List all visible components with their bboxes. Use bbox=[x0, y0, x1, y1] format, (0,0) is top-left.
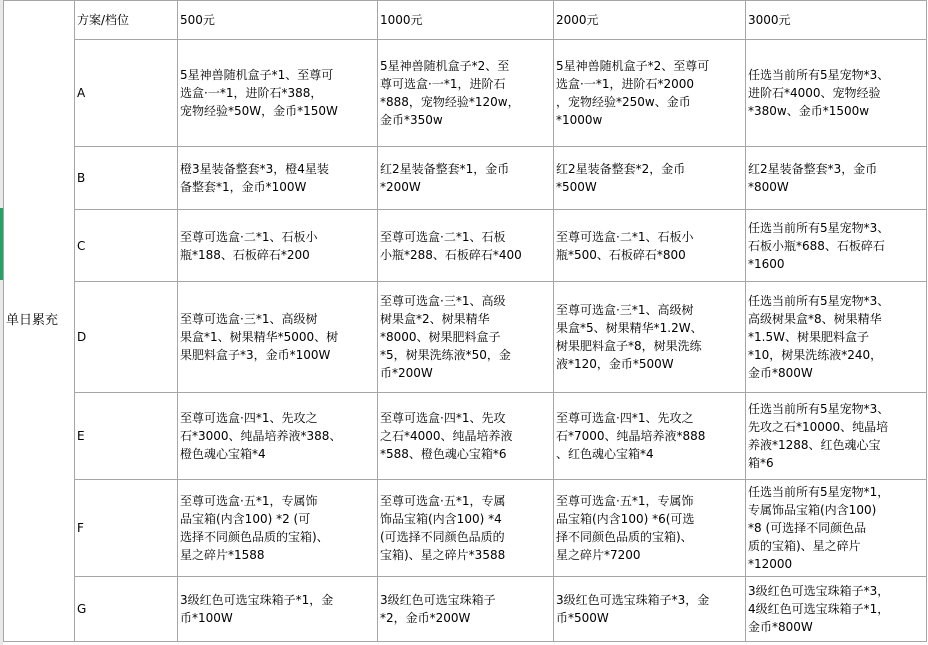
table-row bbox=[4, 393, 927, 480]
table-row bbox=[4, 282, 927, 393]
reward-cell[interactable]: 任选当前所有5星宠物*1， 专属饰品宝箱(内含100) *8 (可选择不同颜色品 质的宝箱)、星之碎片 *12000 bbox=[746, 480, 927, 577]
plan-cell[interactable]: C bbox=[75, 210, 178, 282]
reward-cell[interactable]: 红2星装备整套*3，金币 *800W bbox=[746, 147, 927, 210]
reward-cell[interactable]: 至尊可选盒·五*1，专属 饰品宝箱(内含100) *4 (可选择不同颜色品质的 宝箱)、星之碎片*3588 bbox=[378, 480, 554, 577]
reward-cell[interactable]: 至尊可选盒·四*1、先攻之 石*7000、纯晶培养液*888 、红色魂心宝箱*4 bbox=[554, 393, 746, 480]
header-row bbox=[4, 1, 927, 40]
plan-cell[interactable]: G bbox=[75, 577, 178, 642]
reward-cell[interactable]: 3级红色可选宝珠箱子*3， 4级红色可选宝珠箱子*1， 金币*800W bbox=[746, 577, 927, 642]
reward-cell[interactable]: 至尊可选盒·三*1、高级树 果盒*1、树果精华*5000、树 果肥料盒子*3，金币*100W bbox=[178, 282, 378, 393]
table-row bbox=[4, 147, 927, 210]
header-500[interactable]: 500元 bbox=[178, 1, 378, 40]
category-cell[interactable]: 单日累充 bbox=[4, 1, 75, 642]
reward-cell[interactable]: 3级红色可选宝珠箱子 *2，金币*200W bbox=[378, 577, 554, 642]
reward-cell[interactable]: 任选当前所有5星宠物*3、 先攻之石*10000、纯晶培 养液*1288、红色魂心宝 箱*6 bbox=[746, 393, 927, 480]
reward-cell[interactable]: 至尊可选盒·二*1、石板小 瓶*500、石板碎石*800 bbox=[554, 210, 746, 282]
plan-cell[interactable]: A bbox=[75, 40, 178, 147]
header-2000[interactable]: 2000元 bbox=[554, 1, 746, 40]
reward-cell[interactable]: 5星神兽随机盒子*1、至尊可 选盒·一*1，进阶石*388， 宠物经验*50W，金币*150W bbox=[178, 40, 378, 147]
table-row bbox=[4, 40, 927, 147]
reward-cell[interactable]: 至尊可选盒·五*1，专属饰 品宝箱(内含100) *6(可选 择不同颜色品质的宝箱)、 星之碎片*7200 bbox=[554, 480, 746, 577]
table-row bbox=[4, 480, 927, 577]
reward-cell[interactable]: 至尊可选盒·五*1，专属饰 品宝箱(内含100) *2 (可 选择不同颜色品质的宝箱)、 星之碎片*1588 bbox=[178, 480, 378, 577]
reward-cell[interactable]: 至尊可选盒·三*1、高级 树果盒*2、树果精华 *8000、树果肥料盒子 *5，树果洗练液*50，金 币*200W bbox=[378, 282, 554, 393]
reward-cell[interactable]: 5星神兽随机盒子*2、至尊可 选盒·一*1，进阶石*2000 ，宠物经验*250w、金币 *1000w bbox=[554, 40, 746, 147]
reward-cell[interactable]: 3级红色可选宝珠箱子*3，金 币*500W bbox=[554, 577, 746, 642]
plan-cell[interactable]: B bbox=[75, 147, 178, 210]
table-row bbox=[4, 577, 927, 642]
header-plan-tier[interactable]: 方案/档位 bbox=[75, 1, 178, 40]
plan-cell[interactable]: D bbox=[75, 282, 178, 393]
reward-cell[interactable]: 红2星装备整套*2，金币 *500W bbox=[554, 147, 746, 210]
reward-cell[interactable]: 至尊可选盒·四*1、先攻之 石*3000、纯晶培养液*388、 橙色魂心宝箱*4 bbox=[178, 393, 378, 480]
reward-cell[interactable]: 至尊可选盒·二*1、石板 小瓶*288、石板碎石*400 bbox=[378, 210, 554, 282]
header-3000[interactable]: 3000元 bbox=[746, 1, 927, 40]
reward-cell[interactable]: 5星神兽随机盒子*2、至 尊可选盒·一*1，进阶石 *888，宠物经验*120w， 金币*350w bbox=[378, 40, 554, 147]
header-1000[interactable]: 1000元 bbox=[378, 1, 554, 40]
reward-cell[interactable]: 至尊可选盒·三*1、高级树 果盒*5、树果精华*1.2W、 树果肥料盒子*8，树果洗练 液*120，金币*500W bbox=[554, 282, 746, 393]
plan-cell[interactable]: F bbox=[75, 480, 178, 577]
reward-cell[interactable]: 橙3星装备整套*3，橙4星装 备整套*1，金币*100W bbox=[178, 147, 378, 210]
reward-cell[interactable]: 任选当前所有5星宠物*3、 进阶石*4000、宠物经验 *380w、金币*1500w bbox=[746, 40, 927, 147]
reward-cell[interactable]: 至尊可选盒·二*1、石板小 瓶*188、石板碎石*200 bbox=[178, 210, 378, 282]
reward-cell[interactable]: 红2星装备整套*1，金币 *200W bbox=[378, 147, 554, 210]
plan-cell[interactable]: E bbox=[75, 393, 178, 480]
reward-table bbox=[3, 0, 927, 642]
table-row bbox=[4, 210, 927, 282]
reward-cell[interactable]: 任选当前所有5星宠物*3、 高级树果盒*8、树果精华 *1.5W、树果肥料盒子 *10，树果洗练液*240， 金币*800W bbox=[746, 282, 927, 393]
reward-cell[interactable]: 至尊可选盒·四*1、先攻 之石*4000、纯晶培养液 *588、橙色魂心宝箱*6 bbox=[378, 393, 554, 480]
reward-cell[interactable]: 任选当前所有5星宠物*3、 石板小瓶*688、石板碎石 *1600 bbox=[746, 210, 927, 282]
reward-cell[interactable]: 3级红色可选宝珠箱子*1，金 币*100W bbox=[178, 577, 378, 642]
